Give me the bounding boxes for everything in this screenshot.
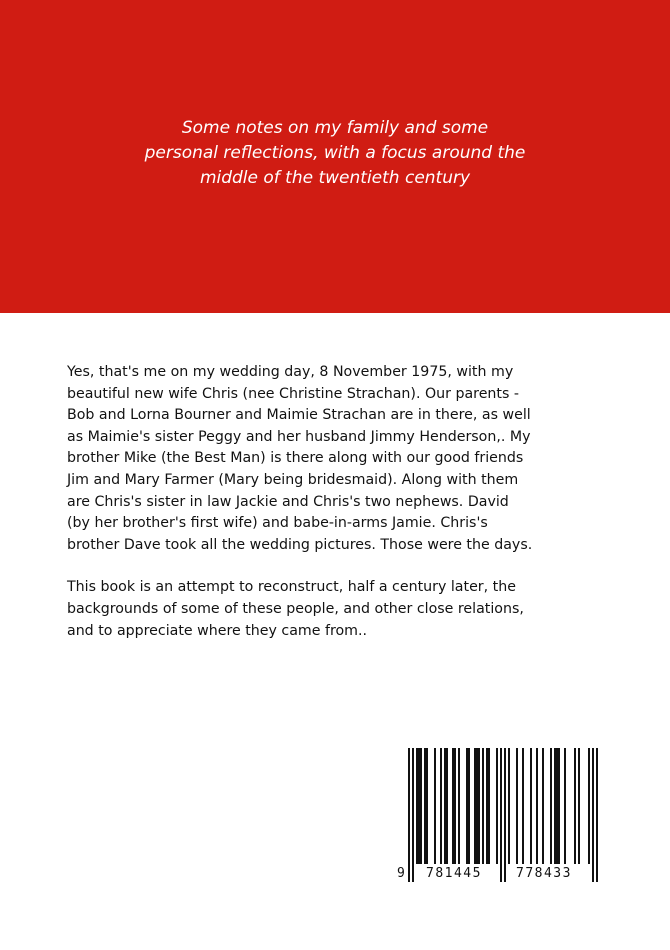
barcode-bar — [452, 748, 454, 864]
barcode-bar — [426, 748, 428, 864]
barcode-bar — [550, 748, 552, 864]
barcode-bar — [516, 748, 518, 864]
barcode-bar — [444, 748, 446, 864]
barcode-bar — [476, 748, 478, 864]
barcode-bar — [554, 748, 556, 864]
cover-tagline: Some notes on my family and some personal reflections, with a focus around the middle of the twentieth century — [144, 118, 526, 188]
barcode-bar — [558, 748, 560, 864]
barcode-bar — [454, 748, 456, 864]
barcode-left-digits: 781445 — [426, 866, 482, 881]
barcode-bar — [592, 748, 594, 882]
barcode-bar — [416, 748, 418, 864]
barcode-bar — [504, 748, 506, 882]
barcode-bar — [440, 748, 442, 864]
barcode-bar — [424, 748, 426, 864]
barcode-bar — [574, 748, 576, 864]
barcode-bar — [420, 748, 422, 864]
barcode-bar — [478, 748, 480, 864]
back-cover-blurb — [67, 362, 627, 663]
barcode-bar — [530, 748, 532, 864]
barcode-right-digits: 778433 — [516, 866, 572, 881]
barcode-bar — [596, 748, 598, 882]
barcode-bar — [446, 748, 448, 864]
cover-top-band — [0, 0, 670, 313]
barcode-bar — [496, 748, 498, 864]
barcode-bar — [508, 748, 510, 864]
isbn-barcode — [394, 748, 602, 886]
barcode-bar — [488, 748, 490, 864]
barcode-bar — [564, 748, 566, 864]
barcode-bar — [522, 748, 524, 864]
barcode-bar — [536, 748, 538, 864]
barcode-bar — [556, 748, 558, 864]
barcode-lead-digit: 9 — [397, 866, 407, 881]
barcode-bar — [474, 748, 476, 864]
blurb-paragraph-1: Yes, that's me on my wedding day, 8 November 1975, with my beautiful new wife Chris (nee Christine Strachan). Our parents - Bob and Lorna Bourner and Maimie Strachan are in there, as well as Maimie's sister Peggy and her husband Jimmy Henderson,. My brother Mike (the Best Man) is there along with our good friends Jim and Mary Farmer (Mary being bridesmaid). Along with them are Chris's sister in law Jackie and Chris's two nephews. David (by her brother's first wife) and babe-in-arms Jamie. Chris's brother Dave took all the wedding pictures. Those were the days. — [67, 364, 533, 553]
barcode-bar — [434, 748, 436, 864]
barcode-bar — [418, 748, 420, 864]
blurb-paragraph-2: This book is an attempt to reconstruct, half a century later, the backgrounds of some of these people, and other close relations, and to appreciate where they came from.. — [67, 579, 524, 639]
barcode-bar — [412, 748, 414, 882]
barcode-bar — [482, 748, 484, 864]
barcode-bar — [588, 748, 590, 864]
barcode-bar — [500, 748, 502, 882]
barcode-bar — [468, 748, 470, 864]
barcode-bar — [486, 748, 488, 864]
barcode-bar — [542, 748, 544, 864]
barcode-bar — [578, 748, 580, 864]
barcode-bar — [408, 748, 410, 882]
barcode-bar — [458, 748, 460, 864]
barcode-bar — [466, 748, 468, 864]
